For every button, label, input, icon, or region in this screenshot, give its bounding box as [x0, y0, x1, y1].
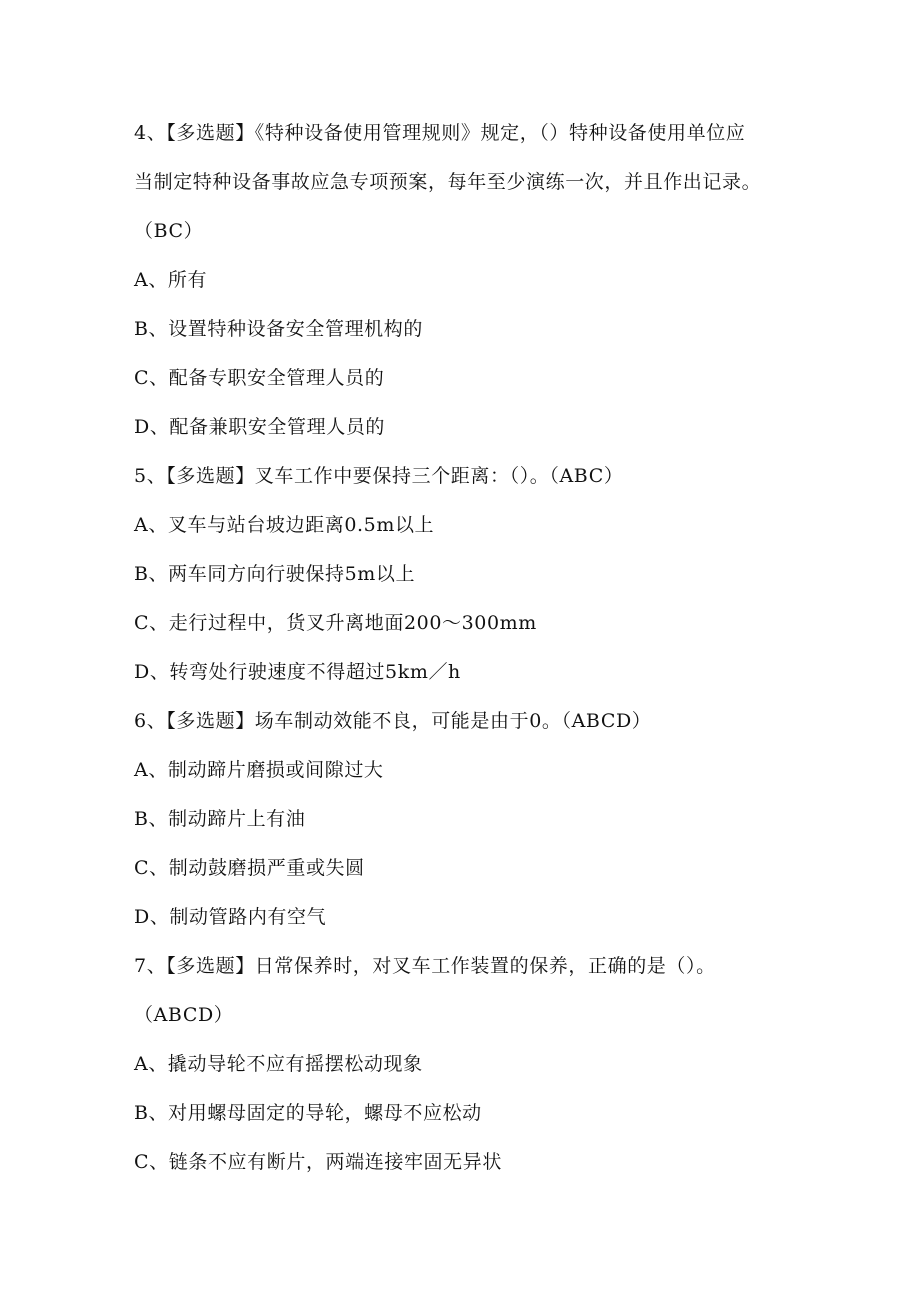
question-4-answer: （BC）	[134, 220, 204, 242]
question-6-option-b: B、制动蹄片上有油	[134, 808, 306, 830]
question-5-stem: 5、【多选题】叉车工作中要保持三个距离：（）。（ABC）	[134, 465, 624, 487]
question-4-stem-line-2: 当制定特种设备事故应急专项预案，每年至少演练一次，并且作出记录。	[134, 171, 762, 193]
question-5-option-d: D、转弯处行驶速度不得超过5km／h	[134, 661, 461, 683]
question-4-option-c: C、配备专职安全管理人员的	[134, 367, 385, 389]
question-6-option-a: A、制动蹄片磨损或间隙过大	[134, 759, 384, 781]
question-7-answer: （ABCD）	[134, 1004, 234, 1026]
question-5-option-a: A、叉车与站台坡边距离0.5m以上	[134, 514, 435, 536]
question-7-stem: 7、【多选题】日常保养时，对叉车工作装置的保养，正确的是（）。	[134, 955, 716, 977]
question-5-option-c: C、走行过程中，货叉升离地面200～300mm	[134, 612, 537, 634]
question-6-option-c: C、制动鼓磨损严重或失圆	[134, 857, 365, 879]
question-4-option-b: B、设置特种设备安全管理机构的	[134, 318, 423, 340]
question-4-option-d: D、配备兼职安全管理人员的	[134, 416, 386, 438]
question-5-option-b: B、两车同方向行驶保持5m以上	[134, 563, 416, 585]
question-7-option-b: B、对用螺母固定的导轮，螺母不应松动	[134, 1102, 482, 1124]
question-7-option-c: C、链条不应有断片，两端连接牢固无异状	[134, 1151, 502, 1173]
question-6-stem: 6、【多选题】场车制动效能不良，可能是由于0。（ABCD）	[134, 710, 652, 732]
question-4-stem-line-1: 4、【多选题】《特种设备使用管理规则》规定，（）特种设备使用单位应	[134, 122, 746, 144]
question-4-option-a: A、所有	[134, 269, 208, 291]
question-6-option-d: D、制动管路内有空气	[134, 906, 327, 928]
question-7-option-a: A、撬动导轮不应有摇摆松动现象	[134, 1053, 423, 1075]
